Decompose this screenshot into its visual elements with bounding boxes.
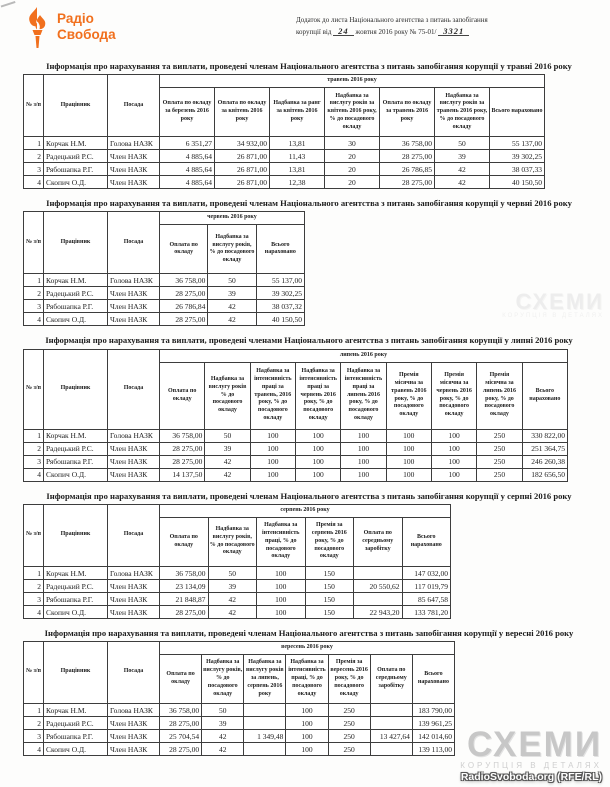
cell-value: 50 (435, 137, 490, 150)
table-row (24, 566, 451, 579)
cell-value: 250 (477, 442, 522, 455)
table-title: Інформація про нарахування та виплати, проведені членам Національного агентства з питань запобігання корупції у червні 2016 року (46, 198, 572, 209)
table-title: Інформація про нарахування та виплати, проведені членам Національного агентства з питань запобігання корупції у вересні 2016 року (44, 627, 574, 638)
cell-value: 147 032,00 (402, 566, 451, 579)
cell-worker-name: Корчак Н.М. (44, 429, 108, 442)
cell-value (370, 742, 412, 755)
table-row (24, 163, 545, 176)
cell-row-number: 2 (24, 716, 44, 729)
cell-value: 100 (341, 442, 386, 455)
schemes-watermark-title: СХЕМИ (467, 724, 602, 764)
cell-value: 39 (208, 579, 257, 592)
cell-value: 100 (295, 429, 340, 442)
col-header-num: № з/п (24, 75, 44, 137)
cell-value: 4 885,64 (160, 176, 215, 189)
salary-table (23, 349, 568, 482)
column-header: Премія місячна за червень 2016 року, % до посадового окладу (431, 362, 476, 429)
annotation-line2-pre: корупції від (296, 27, 332, 36)
table-row (24, 176, 545, 189)
cell-value: 100 (295, 468, 340, 481)
column-header: Всього нараховано (412, 654, 454, 703)
cell-value: 100 (431, 455, 476, 468)
cell-value: 250 (328, 729, 370, 742)
column-header: Всього нараховано (256, 225, 304, 274)
cell-position: Голова НАЗК (108, 703, 160, 716)
table-row (24, 442, 568, 455)
cell-value: 39 (205, 442, 250, 455)
cell-value: 39 (208, 287, 256, 300)
table-row (24, 274, 305, 287)
cell-value: 139 113,00 (412, 742, 454, 755)
cell-position: Член НАЗК (108, 287, 160, 300)
column-header: Оплата по середньому заробітку (370, 654, 412, 703)
cell-row-number: 3 (24, 729, 44, 742)
cell-value: 142 014,60 (412, 729, 454, 742)
cell-value: 100 (386, 455, 431, 468)
cell-position: Член НАЗК (108, 716, 160, 729)
column-header: Премія за серпень 2016 року, % до посадового окладу (305, 517, 354, 566)
column-header: Оплата по окладу за березень 2016 року (160, 88, 215, 137)
cell-worker-name: Скопич О.Д. (44, 176, 108, 189)
cell-value: 100 (341, 429, 386, 442)
month-span-header: вересень 2016 року (160, 641, 455, 654)
column-header: Премія місячна за травень 2016 року, % до посадового окладу (386, 362, 431, 429)
cell-value: 23 134,09 (160, 579, 209, 592)
cell-row-number: 4 (24, 176, 44, 189)
cell-row-number: 3 (24, 592, 44, 605)
cell-row-number: 3 (24, 455, 44, 468)
cell-value: 4 885,64 (160, 163, 215, 176)
table-row (24, 716, 455, 729)
source-credit: RadioSvoboda.org (RFE/RL) (460, 771, 602, 783)
cell-value: 25 704,54 (160, 729, 202, 742)
col-header-worker: Працівник (44, 349, 108, 429)
column-header: Оплата по окладу (160, 362, 205, 429)
column-header: Всього нараховано (490, 88, 545, 137)
cell-value: 11,43 (270, 150, 325, 163)
column-header: Надбавка за інтенсивність праці за червень 2016 року, % до посадового окладу (295, 362, 340, 429)
cell-value: 42 (208, 592, 257, 605)
cell-value (244, 742, 286, 755)
cell-value: 39 (202, 716, 244, 729)
schemes-watermark-title-faint: СХЕМИ (515, 289, 604, 314)
cell-value: 100 (257, 592, 306, 605)
cell-value (244, 716, 286, 729)
cell-value: 100 (341, 455, 386, 468)
cell-worker-name: Корчак Н.М. (44, 274, 108, 287)
cell-value: 150 (305, 605, 354, 618)
month-span-header: липень 2016 року (160, 349, 568, 362)
cell-worker-name: Скопич О.Д. (44, 468, 108, 481)
column-header: Надбавка за вислугу років за квітень 2016 року, % до посадового окладу (325, 88, 380, 137)
cell-value: 40 150,50 (256, 313, 304, 326)
cell-value: 100 (286, 703, 328, 716)
schemes-watermark-subtitle-faint: КОРУПЦІЯ В ДЕТАЛЯХ (502, 312, 604, 319)
cell-worker-name: Рябошапка Р.Г. (44, 300, 108, 313)
column-header: Оплата по окладу (160, 225, 208, 274)
cell-value: 150 (305, 566, 354, 579)
month-report-section (22, 491, 596, 619)
cell-value (244, 703, 286, 716)
cell-value: 34 932,00 (215, 137, 270, 150)
cell-row-number: 2 (24, 150, 44, 163)
cell-value: 55 137,00 (256, 274, 304, 287)
cell-value: 28 275,00 (160, 442, 205, 455)
cell-value: 246 260,38 (522, 455, 567, 468)
column-header: Оплата по окладу (160, 654, 202, 703)
col-header-position: Посада (108, 212, 160, 274)
cell-position: Член НАЗК (108, 313, 160, 326)
cell-value: 39 302,25 (490, 150, 545, 163)
cell-value: 100 (286, 729, 328, 742)
cell-worker-name: Корчак Н.М. (44, 137, 108, 150)
handwritten-day: 24 (333, 27, 354, 37)
cell-position: Голова НАЗК (108, 566, 160, 579)
cell-position: Член НАЗК (108, 442, 160, 455)
cell-value: 250 (328, 742, 370, 755)
cell-value: 20 (325, 150, 380, 163)
cell-row-number: 2 (24, 287, 44, 300)
cell-row-number: 3 (24, 300, 44, 313)
table-title: Інформація про нарахування та виплати, проведені членам Національного агентства з питань запобігання корупції у серпні 2016 року (46, 490, 572, 501)
cell-position: Член НАЗК (108, 455, 160, 468)
schemes-watermark-subtitle: КОРУПЦІЯ В ДЕТАЛЯХ (460, 761, 602, 770)
month-report-section (22, 198, 596, 326)
table-row (24, 300, 305, 313)
cell-value: 100 (257, 605, 306, 618)
cell-value: 100 (286, 716, 328, 729)
column-header: Надбавка за вислугу років за травень 2016 року, % до посадового окладу (435, 88, 490, 137)
cell-value: 13,81 (270, 137, 325, 150)
column-header: Надбавка за вислугу років, % до посадового окладу (208, 225, 256, 274)
cell-value: 26 786,84 (160, 300, 208, 313)
cell-row-number: 4 (24, 468, 44, 481)
col-header-position: Посада (108, 641, 160, 703)
table-title: Інформація про нарахування та виплати, проведені членами Національного агентства з питань запобігання корупції у липні 2016 року (45, 335, 573, 346)
col-header-num: № з/п (24, 212, 44, 274)
cell-value: 42 (205, 468, 250, 481)
cell-value: 28 275,00 (380, 176, 435, 189)
cell-value: 100 (295, 442, 340, 455)
cell-position: Член НАЗК (108, 742, 160, 755)
cell-value: 42 (435, 176, 490, 189)
cell-position: Член НАЗК (108, 592, 160, 605)
header-annotation (296, 15, 596, 39)
cell-value: 100 (257, 579, 306, 592)
cell-value: 20 (325, 176, 380, 189)
col-header-position: Посада (108, 349, 160, 429)
cell-value: 28 275,00 (160, 287, 208, 300)
cell-value: 42 (205, 455, 250, 468)
table-row (24, 579, 451, 592)
cell-value: 26 871,00 (215, 150, 270, 163)
cell-worker-name: Скопич О.Д. (44, 313, 108, 326)
column-header: Премія за вересень 2016 року, % до посадового окладу (328, 654, 370, 703)
cell-value: 13,81 (270, 163, 325, 176)
cell-worker-name: Рябошапка Р.Г. (44, 163, 108, 176)
cell-value: 330 822,00 (522, 429, 567, 442)
cell-worker-name: Скопич О.Д. (44, 742, 108, 755)
column-header: Всього нараховано (522, 362, 567, 429)
cell-row-number: 4 (24, 605, 44, 618)
column-header: Надбавка за інтенсивність праці за липень 2016 року, % до посадового окладу (341, 362, 386, 429)
cell-position: Член НАЗК (108, 163, 160, 176)
table-row (24, 592, 451, 605)
cell-row-number: 4 (24, 313, 44, 326)
table-row (24, 137, 545, 150)
cell-value: 36 758,00 (160, 566, 209, 579)
cell-value: 20 (325, 163, 380, 176)
cell-value: 183 790,00 (412, 703, 454, 716)
cell-value: 100 (250, 455, 295, 468)
cell-value: 100 (250, 429, 295, 442)
cell-worker-name: Радецький Р.С. (44, 287, 108, 300)
cell-value: 36 758,00 (380, 137, 435, 150)
cell-value: 150 (305, 592, 354, 605)
cell-value: 182 656,50 (522, 468, 567, 481)
cell-value: 100 (250, 468, 295, 481)
cell-value: 150 (305, 579, 354, 592)
table-title: Інформація про нарахування та виплати, проведені членам Національного агентства з питань запобігання корупції у травні 2016 року (46, 61, 572, 71)
column-header: Надбавка за вислугу років за липень, серпень 2016 року (244, 654, 286, 703)
document-header (22, 6, 596, 52)
cell-value: 251 364,75 (522, 442, 567, 455)
cell-position: Член НАЗК (108, 150, 160, 163)
table-row (24, 455, 568, 468)
month-span-header: червень 2016 року (160, 212, 305, 225)
cell-value: 100 (386, 468, 431, 481)
table-row (24, 468, 568, 481)
cell-position: Голова НАЗК (108, 429, 160, 442)
annotation-line1: Додаток до листа Національного агентства з питань запобігання (296, 16, 488, 24)
cell-value: 28 275,00 (160, 742, 202, 755)
cell-value: 100 (431, 429, 476, 442)
cell-position: Член НАЗК (108, 176, 160, 189)
cell-value: 36 758,00 (160, 429, 205, 442)
column-header: Надбавка за вислугу років % до посадового окладу (205, 362, 250, 429)
cell-value: 26 786,85 (380, 163, 435, 176)
cell-row-number: 1 (24, 274, 44, 287)
cell-value: 40 150,50 (490, 176, 545, 189)
column-header: Оплата по середньому заробітку (354, 517, 403, 566)
cell-value: 50 (208, 274, 256, 287)
month-span-header: травень 2016 року (160, 75, 545, 88)
cell-value: 12,38 (270, 176, 325, 189)
cell-position: Член НАЗК (108, 605, 160, 618)
cell-value: 39 (435, 150, 490, 163)
cell-value: 85 647,58 (402, 592, 451, 605)
cell-worker-name: Радецький Р.С. (44, 442, 108, 455)
cell-value: 20 550,62 (354, 579, 403, 592)
logo-line2: Свобода (57, 26, 116, 42)
cell-value: 13 427,64 (370, 729, 412, 742)
cell-value: 28 275,00 (380, 150, 435, 163)
cell-value: 100 (431, 468, 476, 481)
annotation-line2-mid: жовтня 2016 року № 75-01/ (355, 27, 437, 36)
column-header: Оплата по окладу за травень 2016 року (380, 88, 435, 137)
liberty-torch-icon (22, 6, 52, 53)
table-row (24, 150, 545, 163)
column-header: Премія місячна за липень 2016 року, % до посадового окладу (477, 362, 522, 429)
cell-value: 100 (386, 429, 431, 442)
column-header: Надбавка за інтенсивність праці за травень, 2016 року, % до посадового окладу (250, 362, 295, 429)
logo-wordmark (57, 6, 116, 42)
radio-svoboda-logo (22, 6, 116, 53)
cell-value: 22 943,20 (354, 605, 403, 618)
table-row (24, 429, 568, 442)
table-row (24, 313, 305, 326)
cell-value: 28 275,00 (160, 455, 205, 468)
cell-value: 36 758,00 (160, 703, 202, 716)
cell-position: Голова НАЗК (108, 137, 160, 150)
cell-value: 250 (328, 703, 370, 716)
cell-value: 100 (341, 468, 386, 481)
month-report-section (22, 335, 596, 481)
cell-value: 36 758,00 (160, 274, 208, 287)
cell-worker-name: Корчак Н.М. (44, 566, 108, 579)
cell-value: 26 871,00 (215, 176, 270, 189)
cell-value: 28 275,00 (160, 605, 209, 618)
cell-row-number: 2 (24, 442, 44, 455)
col-header-worker: Працівник (44, 504, 108, 566)
schemes-watermark (460, 724, 602, 784)
col-header-num: № з/п (24, 349, 44, 429)
cell-worker-name: Радецький Р.С. (44, 716, 108, 729)
cell-value: 100 (250, 442, 295, 455)
column-header: Надбавка за інтенсивність праці, % до посадового окладу (286, 654, 328, 703)
cell-value: 100 (431, 442, 476, 455)
cell-value: 38 037,32 (256, 300, 304, 313)
cell-worker-name: Скопич О.Д. (44, 605, 108, 618)
cell-value: 28 275,00 (160, 716, 202, 729)
salary-table (23, 641, 455, 756)
cell-position: Член НАЗК (108, 468, 160, 481)
cell-value: 250 (477, 455, 522, 468)
cell-value: 50 (202, 703, 244, 716)
cell-position: Член НАЗК (108, 300, 160, 313)
cell-value: 39 302,25 (256, 287, 304, 300)
logo-line1: Радіо (57, 11, 94, 26)
salary-table (23, 211, 305, 326)
cell-worker-name: Корчак Н.М. (44, 703, 108, 716)
cell-value: 100 (257, 566, 306, 579)
col-header-worker: Працівник (44, 641, 108, 703)
cell-value (354, 592, 403, 605)
handwritten-number: 3321 (438, 27, 469, 37)
cell-value: 117 019,79 (402, 579, 451, 592)
cell-position: Голова НАЗК (108, 274, 160, 287)
col-header-worker: Працівник (44, 212, 108, 274)
column-header: Надбавка за вислугу років, % до посадового окладу (208, 517, 257, 566)
col-header-worker: Працівник (44, 75, 108, 137)
cell-value: 133 781,20 (402, 605, 451, 618)
cell-value: 6 351,27 (160, 137, 215, 150)
cell-value: 100 (295, 455, 340, 468)
column-header: Надбавка за інтенсивність праці, % до посадового окладу (257, 517, 306, 566)
cell-value: 250 (477, 468, 522, 481)
column-header: Всього нараховано (402, 517, 451, 566)
cell-value: 55 137,00 (490, 137, 545, 150)
cell-value: 42 (208, 300, 256, 313)
cell-row-number: 1 (24, 703, 44, 716)
cell-row-number: 1 (24, 137, 44, 150)
cell-value: 42 (202, 729, 244, 742)
cell-value: 4 885,64 (160, 150, 215, 163)
cell-row-number: 3 (24, 163, 44, 176)
cell-value: 42 (202, 742, 244, 755)
cell-value: 42 (208, 605, 257, 618)
column-header: Оплата по окладу (160, 517, 209, 566)
column-header: Надбавка за вислугу років, % до посадового окладу (202, 654, 244, 703)
cell-value: 26 871,00 (215, 163, 270, 176)
cell-value: 21 848,87 (160, 592, 209, 605)
table-row (24, 703, 455, 716)
cell-value (370, 703, 412, 716)
table-row (24, 742, 455, 755)
cell-value: 100 (286, 742, 328, 755)
month-report-section (22, 61, 596, 189)
cell-worker-name: Радецький Р.С. (44, 579, 108, 592)
col-header-position: Посада (108, 75, 160, 137)
cell-value: 42 (208, 313, 256, 326)
table-row (24, 729, 455, 742)
cell-row-number: 1 (24, 566, 44, 579)
cell-worker-name: Радецький Р.С. (44, 150, 108, 163)
cell-value: 250 (477, 429, 522, 442)
column-header: Оплата по окладу за квітень 2016 року (215, 88, 270, 137)
monthly-report-tables (22, 61, 596, 756)
cell-value: 50 (208, 566, 257, 579)
month-span-header: серпень 2016 року (160, 504, 451, 517)
col-header-position: Посада (108, 504, 160, 566)
cell-value: 38 037,33 (490, 163, 545, 176)
cell-value: 139 961,25 (412, 716, 454, 729)
cell-value: 100 (386, 442, 431, 455)
cell-worker-name: Рябошапка Р.Г. (44, 729, 108, 742)
cell-row-number: 4 (24, 742, 44, 755)
cell-value: 1 349,48 (244, 729, 286, 742)
cell-value: 28 275,00 (160, 313, 208, 326)
col-header-num: № з/п (24, 641, 44, 703)
cell-worker-name: Рябошапка Р.Г. (44, 592, 108, 605)
cell-value (370, 716, 412, 729)
cell-value (354, 566, 403, 579)
cell-position: Член НАЗК (108, 579, 160, 592)
column-header: Надбавка за ранг за квітень 2016 року (270, 88, 325, 137)
cell-row-number: 1 (24, 429, 44, 442)
salary-table (23, 504, 451, 619)
cell-value: 250 (328, 716, 370, 729)
cell-row-number: 2 (24, 579, 44, 592)
col-header-num: № з/п (24, 504, 44, 566)
table-row (24, 605, 451, 618)
salary-table (23, 74, 545, 189)
cell-value: 42 (435, 163, 490, 176)
table-row (24, 287, 305, 300)
cell-position: Член НАЗК (108, 729, 160, 742)
cell-value: 14 137,50 (160, 468, 205, 481)
cell-value: 30 (325, 137, 380, 150)
cell-worker-name: Рябошапка Р.Г. (44, 455, 108, 468)
cell-value: 50 (205, 429, 250, 442)
